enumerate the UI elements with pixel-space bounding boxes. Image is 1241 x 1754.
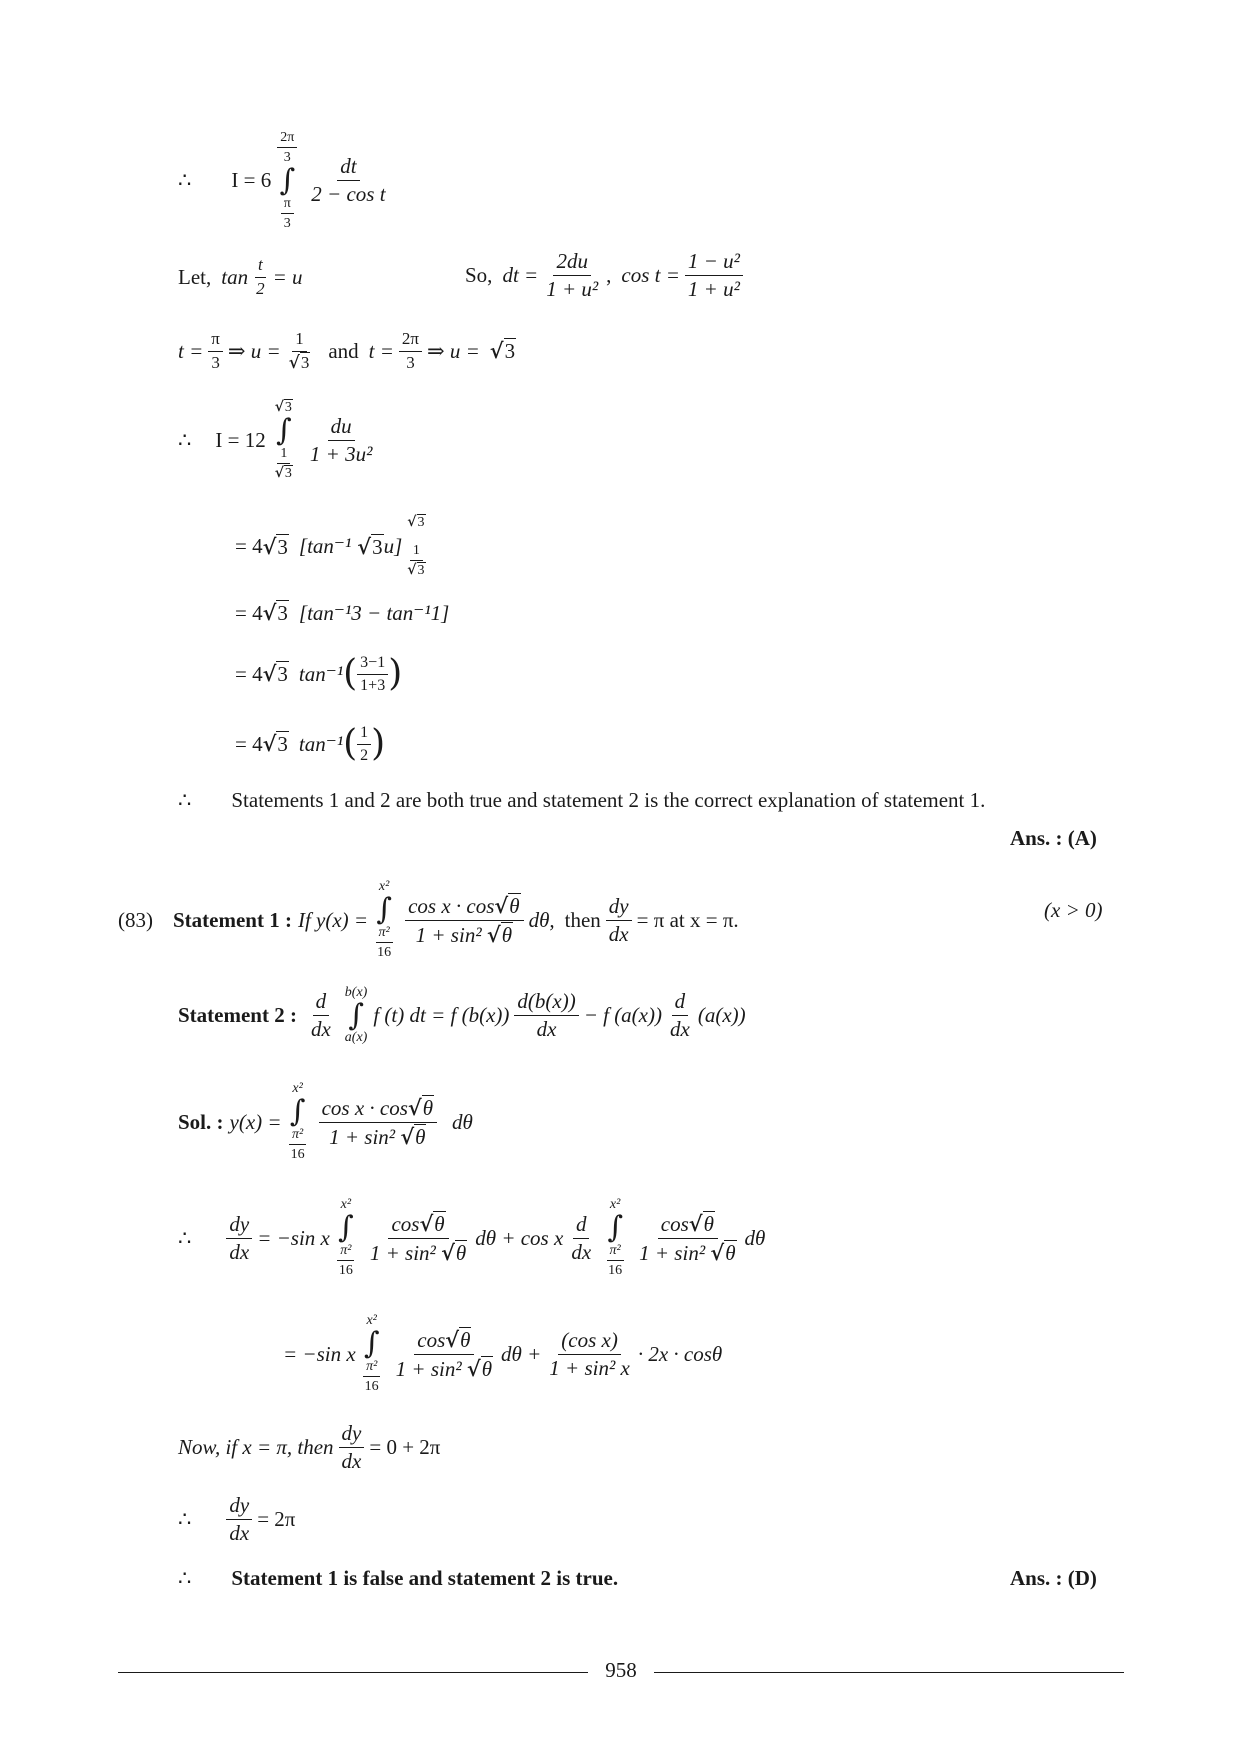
conclusion-text: Statements 1 and 2 are both true and statement 2 is the correct explanation of statement 1. — [231, 788, 986, 812]
answer-d: Ans. : (D) — [1010, 1566, 1097, 1590]
eq-line-1 — [178, 130, 394, 232]
eq-line-2: Let, tan $\frac{t}{2}$ = u — [178, 255, 303, 298]
q83-condition: (x > 0) — [1044, 898, 1103, 922]
derivative-line-2: = −sin x x² ∫ $\frac{\text{π²}}{16}$ $\frac{\cos√\theta}{\text{1 + sin² √θ}}$ dθ + $\frac{\text{(cos x)}}{\text{1 + sin² x}}$ · 2x · cosθ — [283, 1313, 723, 1395]
eq1-lhs: I = 6 — [231, 168, 272, 193]
eq-line-2-substitution: So, dt = $\frac{2du}{\text{1 + u²}}$ , cos t = $\frac{\text{1 − u²}}{\text{1 + u²}}$ — [465, 250, 748, 301]
conclusion-1: ∴ Statements 1 and 2 are both true and statement 2 is the correct explanation of statement 1. — [178, 788, 986, 812]
integral-sign: ∫ — [279, 162, 296, 198]
eq-line-5: = 4 √3 [tan⁻¹ √3 u] √3 $\frac{1}{√3}$ — [235, 514, 425, 579]
q83-statement-1: (83) Statement 1 : If y(x) = x² ∫ $\frac{\text{π²}}{16}$ $\frac{\text{cos x · cos√θ}}{\text{1 + sin² √θ}}$ dθ, then $\frac{dy}{dx}$ = π at x = π. — [118, 879, 739, 961]
q83-statement-2: Statement 2 : $\frac{d}{dx}$ b(x) ∫ a(x) f (t) dt = f (b(x)) $\frac{d(b(x))}{dx}$ − f (a(x)) $\frac{d}{dx}$ (a(x)) — [178, 985, 746, 1045]
eq-line-3: t = $\frac{\pi}{3}$ ⇒ u = $\frac{1}{√3}$ and t = $\frac{2\pi}{3}$ ⇒ u = √3 — [178, 329, 516, 373]
eq-line-6: = 4 √3 [tan⁻¹3 − tan⁻¹1] — [235, 600, 450, 625]
integral-2: √3 ∫ $\frac{1}{√3}$ — [274, 399, 292, 482]
footer-rule-right — [654, 1672, 1124, 1673]
eq-line-7: = 4 √3 tan⁻¹ ( $\frac{3-1}{1+3}$ ) — [235, 653, 403, 695]
therefore-symbol: ∴ — [178, 168, 192, 193]
footer-rule-left — [118, 1672, 588, 1673]
answer-a: Ans. : (A) — [1010, 826, 1097, 850]
eq-line-4: ∴ I = 12 √3 ∫ $\frac{1}{√3}$ $\frac{du}{\text{1 + 3u²}}$ — [178, 399, 373, 482]
solution-line: Sol. : y(x) = x² ∫ $\frac{\text{π²}}{16}$ $\frac{\text{cos x · cos√θ}}{\text{1 + sin² √θ}}$ dθ — [178, 1081, 473, 1163]
integral-1: $\frac{2\pi}{3}$ ∫ $\frac{\pi}{3}$ — [277, 130, 297, 232]
question-number: (83) — [118, 907, 153, 932]
result-line: ∴ $\frac{dy}{dx}$ = 2π — [178, 1493, 296, 1546]
eq1-fraction: $\frac{dt}{\text{2 − cos t}}$ — [311, 154, 386, 207]
conclusion-2: ∴ Statement 1 is false and statement 2 is true. — [178, 1566, 619, 1590]
page-number: 958 — [605, 1658, 637, 1682]
eq-line-8: = 4 √3 tan⁻¹ ( $\frac{1}{2}$ ) — [235, 723, 386, 765]
evaluation-line: Now, if x = π, then $\frac{dy}{dx}$ = 0 + 2π — [178, 1421, 441, 1474]
derivative-line-1: ∴ $\frac{dy}{dx}$ = −sin x x² ∫ $\frac{\text{π²}}{16}$ $\frac{\cos√\theta}{\text{1 + sin² √θ}}$ dθ + cos x $\frac{d}{dx}$ x² ∫ $\frac{\text{π²}}{16}$ $\frac{\cos√\theta}{\text{1 + sin² √θ}}$ dθ — [178, 1197, 766, 1279]
